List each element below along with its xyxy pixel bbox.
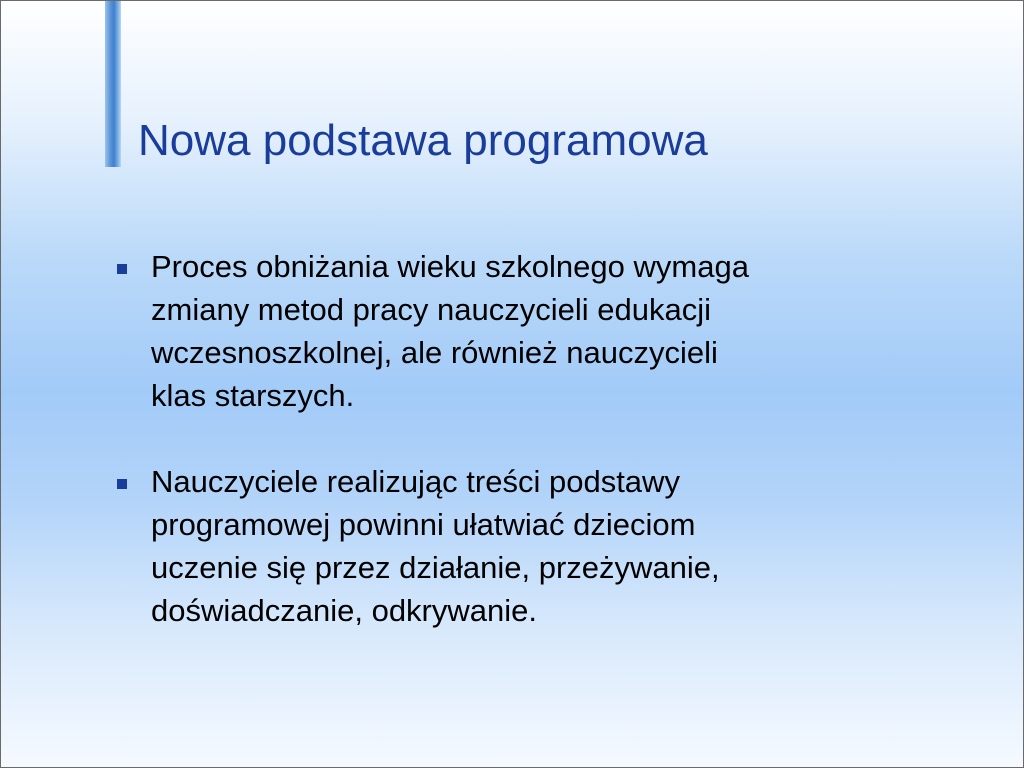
square-bullet-icon [117, 264, 127, 274]
bullet-line: klas starszych. [151, 378, 355, 413]
square-bullet-icon [117, 479, 127, 489]
slide-title: Nowa podstawa programowa [138, 116, 708, 165]
bullet-line: Nauczyciele realizując treści podstawy [151, 464, 680, 499]
title-accent-bar [105, 1, 121, 167]
bullet-line: Proces obniżania wieku szkolnego wymaga [151, 249, 749, 284]
bullet-line: wczesnoszkolnej, ale również nauczycieli [151, 335, 718, 370]
bullet-item [113, 460, 913, 632]
bullet-item [113, 245, 913, 417]
bullet-line: doświadczanie, odkrywanie. [151, 593, 537, 628]
bullet-line: programowej powinni ułatwiać dzieciom [151, 507, 696, 542]
bullet-line: zmiany metod pracy nauczycieli edukacji [151, 292, 711, 327]
bullet-list [113, 245, 913, 675]
bullet-line: uczenie się przez działanie, przeżywanie, [151, 550, 720, 585]
